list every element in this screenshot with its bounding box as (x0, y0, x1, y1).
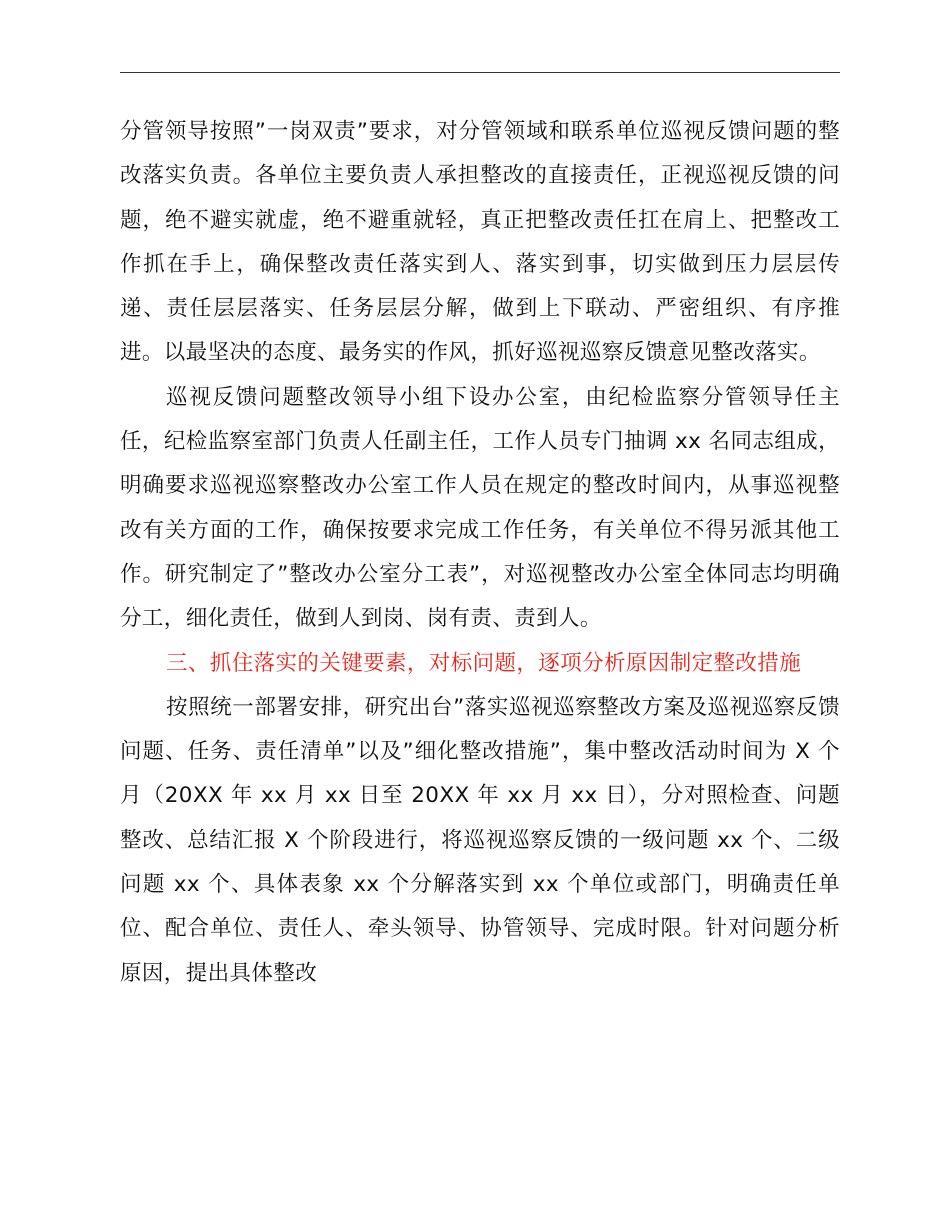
header-rule (120, 72, 840, 73)
paragraph-leadership-responsibility: 分管领导按照”一岗双责”要求，对分管领域和联系单位巡视反馈问题的整改落实负责。各单位主要负责人承担整改的直接责任，正视巡视反馈的问题，绝不避实就虚，绝不避重就轻，真正把整改责任扛在肩上、把整改工作抓在手上，确保整改责任落实到人、落实到事，切实做到压力层层传递、责任层层落实、任务层层分解，做到上下联动、严密组织、有序推进。以最坚决的态度、最务实的作风，抓好巡视巡察反馈意见整改落实。 (120, 119, 840, 366)
paragraph-deployment-plan: 按照统一部署安排，研究出台”落实巡视巡察整改方案及巡视巡察反馈问题、任务、责任清单”以及”细化整改措施”，集中整改活动时间为 X 个月（20XX 年 xx 月 xx 日至 20XX 年 xx 月 xx 日），分对照检查、问题整改、总结汇报 X 个阶段进行，将巡视巡察反馈的一级问题 xx 个、二级问题 xx 个、具体表象 xx 个分解落实到 xx 个单位或部门，明确责任单位、配合单位、责任人、牵头领导、协管领导、完成时限。针对问题分析原因，提出具体整改 (120, 694, 840, 986)
document-body (120, 110, 840, 996)
section-heading-3: 三、抓住落实的关键要素，对标问题，逐项分析原因制定整改措施 (166, 650, 802, 676)
paragraph-rectification-office: 巡视反馈问题整改领导小组下设办公室，由纪检监察分管领导任主任，纪检监察室部门负责人任副主任，工作人员专门抽调 xx 名同志组成，明确要求巡视巡察整改办公室工作人员在规定的整改时间内，从事巡视整改有关方面的工作，确保按要求完成工作任务，有关单位不得另派其他工作。研究制定了”整改办公室分工表”，对巡视整改办公室全体同志均明确分工，细化责任，做到人到岗、岗有责、责到人。 (120, 384, 840, 632)
